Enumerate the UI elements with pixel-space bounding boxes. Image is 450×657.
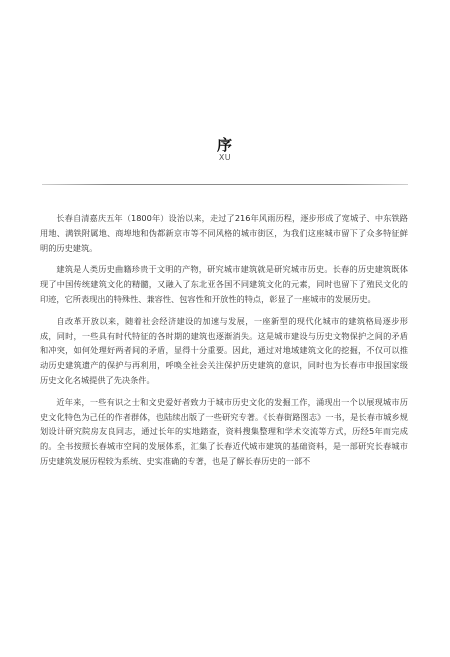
- paragraph: 近年来，一些有识之士和文史爱好者致力于城市历史文化的发掘工作，涌现出一个以展现城市历史文化特色为己任的作者群体，也陆续出版了一些研究专著。《长春街路图志》一书，是长春市城乡规划设计研究院房友良同志，通过长年的实地踏查，资料搜集整理和学术交流等方式，历经5年而完成的。全书按照长春城市空间的发展体系，汇集了长春近代城市建筑的基础资料，是一部研究长春城市历史建筑发展历程较为系统、史实准确的专著，也是了解长春历史的一部不: [40, 396, 408, 466]
- paragraph: 建筑是人类历史曲籍珍贵于文明的产物，研究城市建筑就是研究城市历史。长春的历史建筑既体现了中国传统建筑文化的精髓，又融入了东北亚各国不同建筑文化的元素，同时也留下了殖民文化的印迹，它所表现出的特殊性、兼容性、包容性和开放性的特点，彰显了一座城市的发展历史。: [40, 264, 408, 304]
- paragraph: 长春自清嘉庆五年（1800年）设治以来，走过了216年风雨历程，逐步形成了宽城子、中东铁路用地、满铁附属地、商埠地和伪都新京市等不同风格的城市街区，为我们这座城市留下了众多特征鲜明的历史建筑。: [40, 213, 408, 253]
- paragraph: 自改革开放以来，随着社会经济建设的加速与发展，一座新型的现代化城市的建筑格局逐步形成，同时，一些具有时代特征的各时期的建筑也逐渐消失。这是城市建设与历史文物保护之间的矛盾和冲突，如何处理好两者间的矛盾，显得十分重要。因此，通过对地域建筑文化的挖掘，不仅可以推动历史建筑遗产的保护与再利用，呼唤全社会关注保护历史建筑的意识，同时也为长春市申报国家级历史文化名城提供了先决条件。: [40, 315, 408, 385]
- title-divider: [42, 184, 408, 185]
- page-subtitle: XU: [218, 153, 232, 162]
- body-text: [40, 211, 408, 476]
- page-title: 序: [216, 136, 233, 154]
